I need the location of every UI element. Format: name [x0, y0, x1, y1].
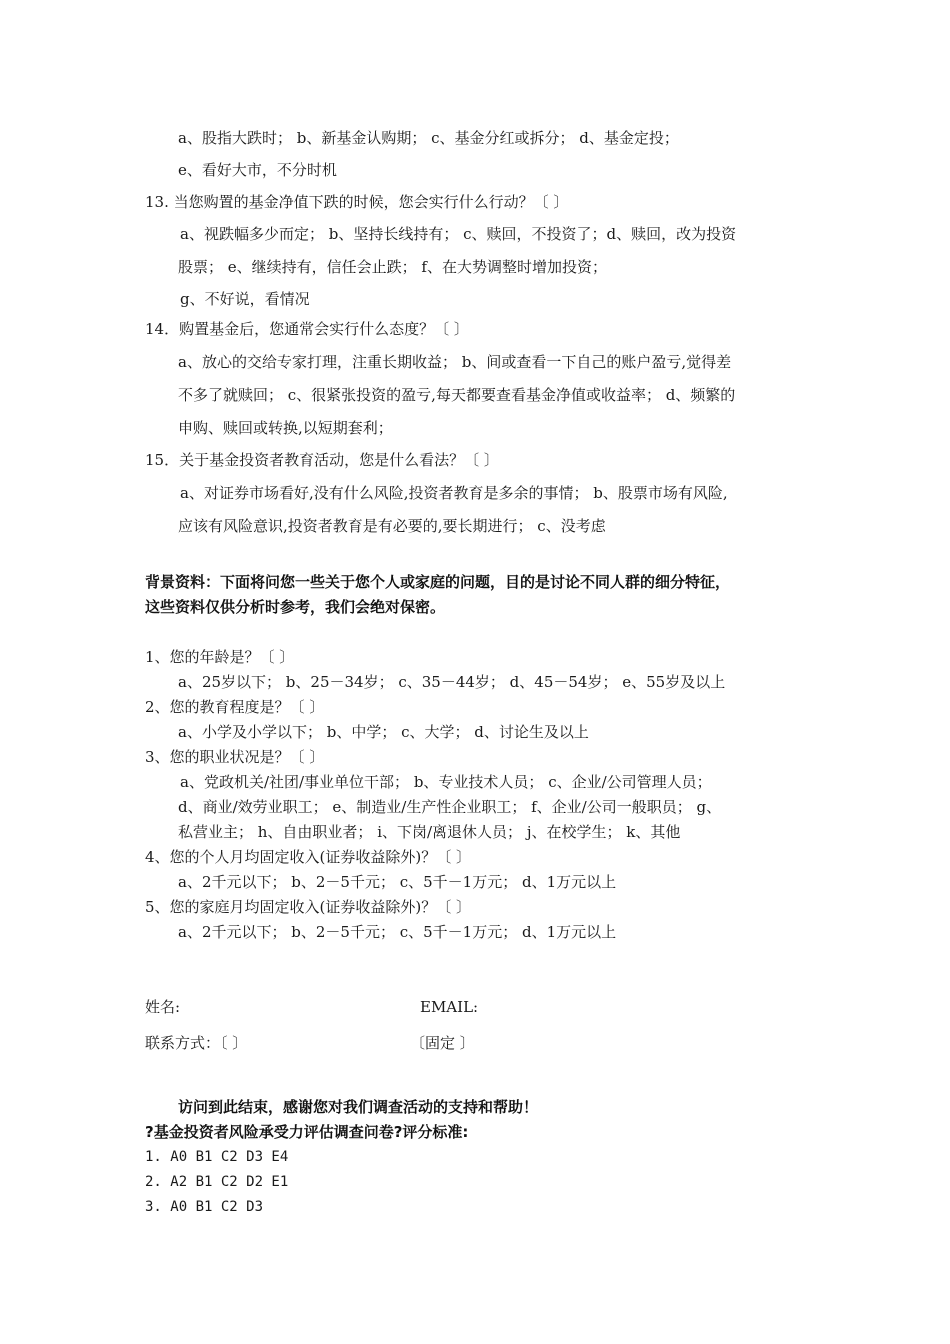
q15-options-line1: a、对证券市场看好,没有什么风险,投资者教育是多余的事情； b、股票市场有风险,	[180, 484, 728, 502]
bq5-options: a、2千元以下； b、2－5千元； c、5千－1万元； d、1万元以上	[178, 923, 617, 941]
bq2-question: 2、您的教育程度是？〔 〕	[145, 698, 325, 716]
scoring-row: 2. A2 B1 C2 D2 E1	[145, 1174, 289, 1190]
bq5-question: 5、您的家庭月均固定收入(证券收益除外)？〔 〕	[145, 898, 472, 916]
bq3-question: 3、您的职业状况是？〔 〕	[145, 748, 325, 766]
email-label: EMAIL:	[420, 998, 479, 1016]
background-intro-line2: 这些资料仅供分析时参考，我们会绝对保密。	[145, 598, 446, 616]
q12-options-line1: a、股指大跌时； b、新基金认购期； c、基金分红或拆分； d、基金定投；	[178, 129, 679, 147]
bq3-options-line1: a、党政机关/社团/事业单位干部； b、专业技术人员； c、企业/公司管理人员；	[180, 773, 712, 791]
q13-options-line1: a、视跌幅多少而定； b、坚持长线持有； c、赎回，不投资了；d、赎回，改为投资	[180, 225, 737, 243]
q14-options-line2: 不多了就赎回； c、很紧张投资的盈亏,每天都要查看基金净值或收益率； d、频繁的	[178, 386, 736, 404]
landline-label: 〔固定 〕	[410, 1034, 475, 1052]
q13-question: 13. 当您购置的基金净值下跌的时候，您会实行什么行动？〔 〕	[145, 193, 569, 211]
q13-options-line3: g、不好说，看情况	[180, 290, 310, 308]
bq3-options-line3: 私营业主； h、自由职业者； i、下岗/离退休人员； j、在校学生； k、其他	[178, 823, 681, 841]
q13-options-line2: 股票； e、继续持有，信任会止跌； f、在大势调整时增加投资；	[178, 258, 607, 276]
q14-options-line1: a、放心的交给专家打理，注重长期收益； b、间或查看一下自己的账户盈亏,觉得差	[178, 353, 732, 371]
bq2-options: a、小学及小学以下； b、中学； c、大学； d、讨论生及以上	[178, 723, 589, 741]
phone-label: 联系方式：〔 〕	[145, 1034, 248, 1052]
q14-question: 14．购置基金后，您通常会实行什么态度？〔 〕	[145, 320, 469, 338]
bq4-question: 4、您的个人月均固定收入(证券收益除外)？〔 〕	[145, 848, 472, 866]
scoring-criteria-title: ?基金投资者风险承受力评估调查问卷?评分标准:	[145, 1123, 469, 1141]
closing-thanks: 访问到此结束，感谢您对我们调查活动的支持和帮助！	[178, 1098, 539, 1116]
scoring-row: 1. A0 B1 C2 D3 E4	[145, 1149, 289, 1165]
q14-options-line3: 申购、赎回或转换,以短期套利；	[178, 419, 393, 437]
background-intro-line1: 背景资料：下面将问您一些关于您个人或家庭的问题，目的是讨论不同人群的细分特征，	[145, 573, 731, 591]
bq1-options: a、25岁以下； b、25－34岁； c、35－44岁； d、45－54岁； e、55岁及以上	[178, 673, 726, 691]
name-label: 姓名:	[145, 998, 181, 1016]
q15-question: 15．关于基金投资者教育活动，您是什么看法？〔 〕	[145, 451, 499, 469]
bq1-question: 1、您的年龄是？〔 〕	[145, 648, 295, 666]
scoring-row: 3. A0 B1 C2 D3	[145, 1199, 264, 1215]
q15-options-line2: 应该有风险意识,投资者教育是有必要的,要长期进行； c、没考虑	[178, 517, 606, 535]
bq4-options: a、2千元以下； b、2－5千元； c、5千－1万元； d、1万元以上	[178, 873, 617, 891]
q12-options-line2: e、看好大市，不分时机	[178, 161, 337, 179]
bq3-options-line2: d、商业/效劳业职工； e、制造业/生产性企业职工； f、企业/公司一般职员； g、	[178, 798, 722, 816]
